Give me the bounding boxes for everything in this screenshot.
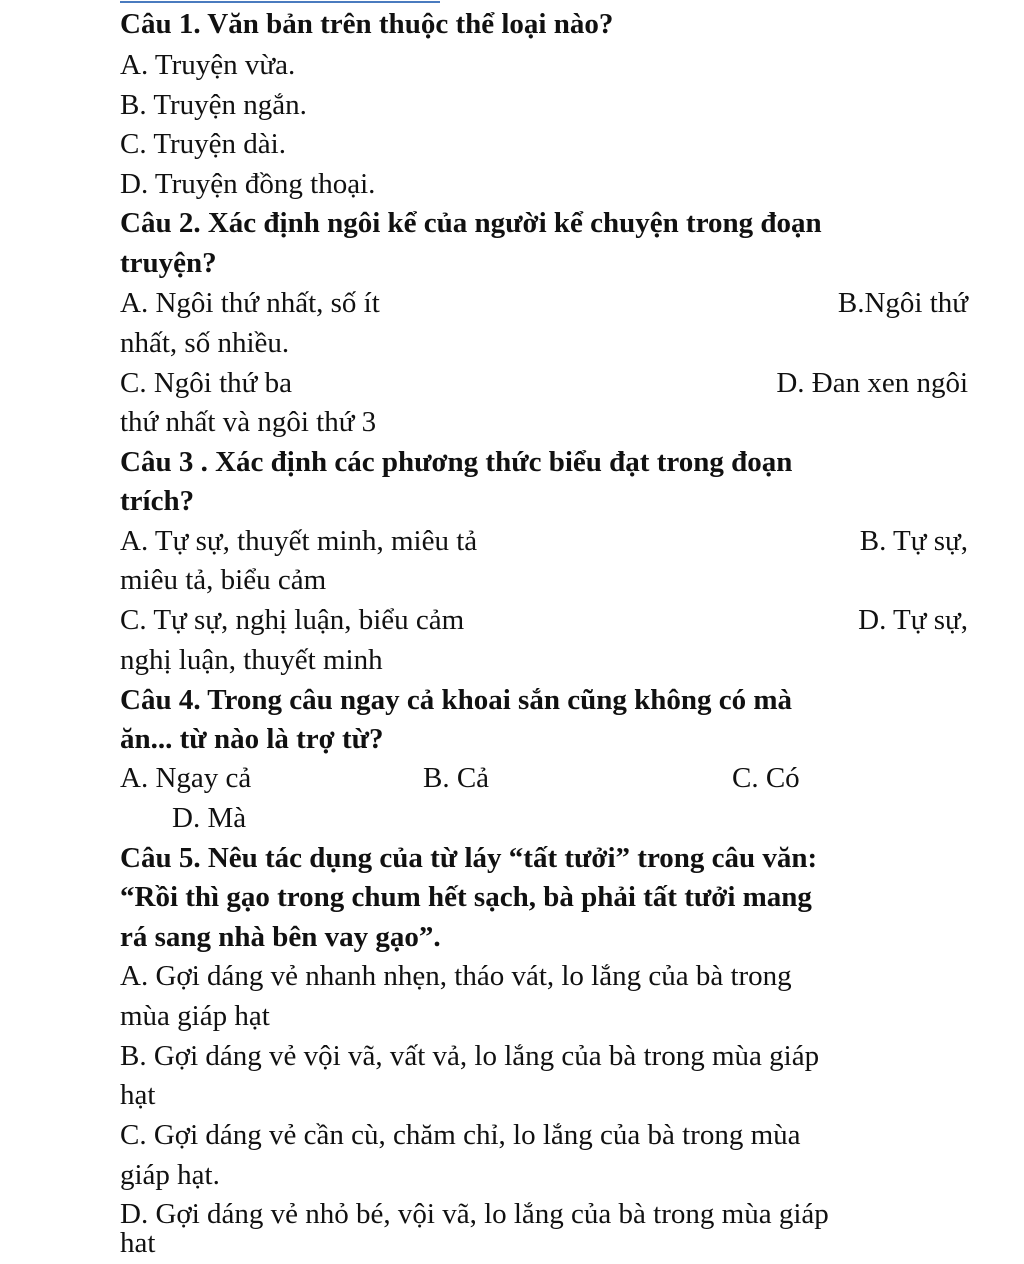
q5-option-b-line2: hạt (120, 1079, 156, 1111)
q2-row-ab (120, 283, 968, 323)
q5-option-a-line2: mùa giáp hạt (120, 1000, 270, 1032)
q5-option-c-line1: C. Gợi dáng vẻ cần cù, chăm chỉ, lo lắng của bà trong mùa (120, 1119, 801, 1151)
q2-row-cd (120, 363, 968, 403)
q3-row-cd (120, 600, 968, 640)
q5-question-line1: Câu 5. Nêu tác dụng của từ láy “tất tưởi” trong câu văn: (120, 842, 818, 874)
q2-option-a: A. Ngôi thứ nhất, số ít (120, 287, 380, 319)
q3-option-a: A. Tự sự, thuyết minh, miêu tả (120, 525, 478, 557)
q1-option-d: D. Truyện đồng thoại. (120, 168, 376, 200)
q5-question-line2: “Rồi thì gạo trong chum hết sạch, bà phải tất tưởi mang (120, 881, 812, 913)
q5-option-b-line1: B. Gợi dáng vẻ vội vã, vất vả, lo lắng của bà trong mùa giáp (120, 1040, 820, 1072)
q1-option-b: B. Truyện ngắn. (120, 89, 307, 121)
q5-option-d-line2: hat (120, 1227, 156, 1259)
q4-option-d: D. Mà (172, 802, 247, 834)
q3-question-line2: trích? (120, 485, 195, 517)
q2-option-c: C. Ngôi thứ ba (120, 367, 292, 399)
q1-question: Câu 1. Văn bản trên thuộc thể loại nào? (120, 8, 614, 40)
q5-option-a-line1: A. Gợi dáng vẻ nhanh nhẹn, tháo vát, lo lắng của bà trong (120, 960, 792, 992)
q4-option-a: A. Ngay cả (120, 762, 252, 794)
q3-row-ab (120, 521, 968, 561)
q3-option-b: B. Tự sự, (859, 525, 968, 557)
q4-option-b: B. Cả (423, 762, 490, 794)
q4-question-line1: Câu 4. Trong câu ngay cả khoai sắn cũng không có mà (120, 684, 792, 716)
q2-option-d: D. Đan xen ngôi (776, 367, 968, 399)
q2-question-line2: truyện? (120, 247, 217, 279)
q3-option-c: C. Tự sự, nghị luận, biểu cảm (120, 604, 465, 636)
q4-question-line2: ăn... từ nào là trợ từ? (120, 723, 384, 755)
q5-option-c-line2: giáp hạt. (120, 1159, 220, 1191)
q3-question-line1: Câu 3 . Xác định các phương thức biểu đạt trong đoạn (120, 446, 793, 478)
q2-option-b: B.Ngôi thứ (837, 287, 968, 319)
q2-option-d-cont: thứ nhất và ngôi thứ 3 (120, 406, 377, 438)
q5-question-line3: rá sang nhà bên vay gạo”. (120, 921, 441, 953)
q3-option-d-cont: nghị luận, thuyết minh (120, 644, 383, 676)
q3-option-d: D. Tự sự, (858, 604, 968, 636)
q1-option-a: A. Truyện vừa. (120, 49, 296, 81)
q4-option-c: C. Có (732, 762, 800, 794)
q2-question-line1: Câu 2. Xác định ngôi kể của người kể chuyện trong đoạn (120, 207, 822, 239)
q4-row-abc (120, 758, 968, 798)
q3-option-b-cont: miêu tả, biểu cảm (120, 564, 327, 596)
q2-option-b-cont: nhất, số nhiều. (120, 327, 290, 359)
q1-option-c: C. Truyện dài. (120, 128, 286, 160)
q5-option-d-line1: D. Gợi dáng vẻ nhỏ bé, vội vã, lo lắng của bà trong mùa giáp (120, 1198, 829, 1230)
